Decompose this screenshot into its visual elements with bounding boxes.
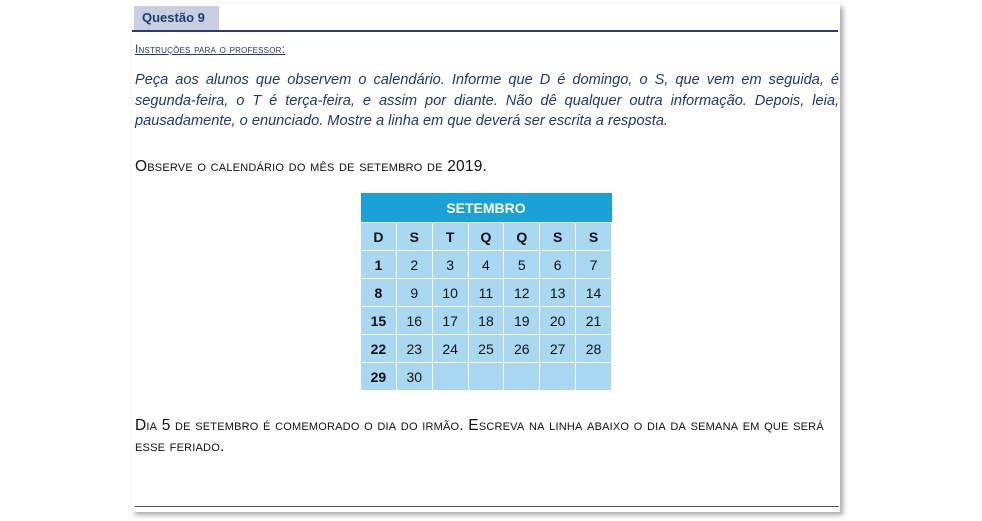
- calendar-week-row: [361, 251, 612, 279]
- calendar-day-cell: 17: [432, 307, 468, 335]
- calendar-week-row: [361, 363, 612, 391]
- calendar-day-cell: 20: [540, 307, 576, 335]
- calendar-day-cell: 27: [540, 335, 576, 363]
- calendar-day-cell: 28: [576, 335, 612, 363]
- calendar-week-row: [361, 335, 612, 363]
- answer-line[interactable]: [135, 506, 839, 507]
- weekday-header: S: [396, 223, 432, 251]
- prompt-text: Dia 5 de setembro é comemorado o dia do irmão. Escreva na linha abaixo o dia da semana em que será esse feriado.: [135, 417, 824, 455]
- calendar-day-cell: 15: [361, 307, 397, 335]
- calendar-day-cell: [468, 363, 504, 391]
- weekday-header-row: [361, 223, 612, 251]
- calendar-day-cell: 11: [468, 279, 504, 307]
- calendar-day-cell: [540, 363, 576, 391]
- calendar-week-row: [361, 279, 612, 307]
- weekday-header: S: [540, 223, 576, 251]
- weekday-header: S: [576, 223, 612, 251]
- calendar-day-cell: 29: [361, 363, 397, 391]
- calendar-day-cell: 14: [576, 279, 612, 307]
- calendar-day-cell: 13: [540, 279, 576, 307]
- calendar-week-row: [361, 307, 612, 335]
- calendar-day-cell: 24: [432, 335, 468, 363]
- calendar-table: [360, 193, 612, 391]
- question-label: Questão 9: [134, 6, 219, 30]
- calendar-day-cell: 30: [396, 363, 432, 391]
- calendar-day-cell: 1: [361, 251, 397, 279]
- calendar-day-cell: 16: [396, 307, 432, 335]
- calendar-day-cell: 2: [396, 251, 432, 279]
- weekday-header: Q: [468, 223, 504, 251]
- calendar-day-cell: 21: [576, 307, 612, 335]
- worksheet-page: [132, 4, 840, 512]
- calendar-day-cell: 8: [361, 279, 397, 307]
- calendar-day-cell: 7: [576, 251, 612, 279]
- calendar-day-cell: 22: [361, 335, 397, 363]
- instructions-text: Peça aos alunos que observem o calendário. Informe que D é domingo, o S, que vem em seguida, é segunda-feira, o T é terça-feira, e assim por diante. Não dê qualquer outra informação. Depois, leia, pausadamente, o enunciado. Mostre a linha em que deverá ser escrita a resposta.: [135, 72, 839, 129]
- calendar-day-cell: 10: [432, 279, 468, 307]
- calendar-day-cell: 26: [504, 335, 540, 363]
- calendar-day-cell: 12: [504, 279, 540, 307]
- calendar-day-cell: [504, 363, 540, 391]
- observe-text: Observe o calendário do mês de setembro de 2019.: [135, 158, 488, 175]
- calendar-day-cell: 25: [468, 335, 504, 363]
- question-header: [132, 4, 838, 32]
- instructions-title: Instruções para o professor:: [135, 42, 286, 56]
- calendar-day-cell: [576, 363, 612, 391]
- calendar-day-cell: 18: [468, 307, 504, 335]
- calendar-day-cell: 4: [468, 251, 504, 279]
- calendar-day-cell: 9: [396, 279, 432, 307]
- calendar-day-cell: 23: [396, 335, 432, 363]
- calendar-day-cell: 3: [432, 251, 468, 279]
- calendar-day-cell: [432, 363, 468, 391]
- calendar-day-cell: 6: [540, 251, 576, 279]
- weekday-header: D: [361, 223, 397, 251]
- calendar-day-cell: 5: [504, 251, 540, 279]
- weekday-header: Q: [504, 223, 540, 251]
- calendar-month-title: SETEMBRO: [361, 193, 612, 223]
- calendar-day-cell: 19: [504, 307, 540, 335]
- weekday-header: T: [432, 223, 468, 251]
